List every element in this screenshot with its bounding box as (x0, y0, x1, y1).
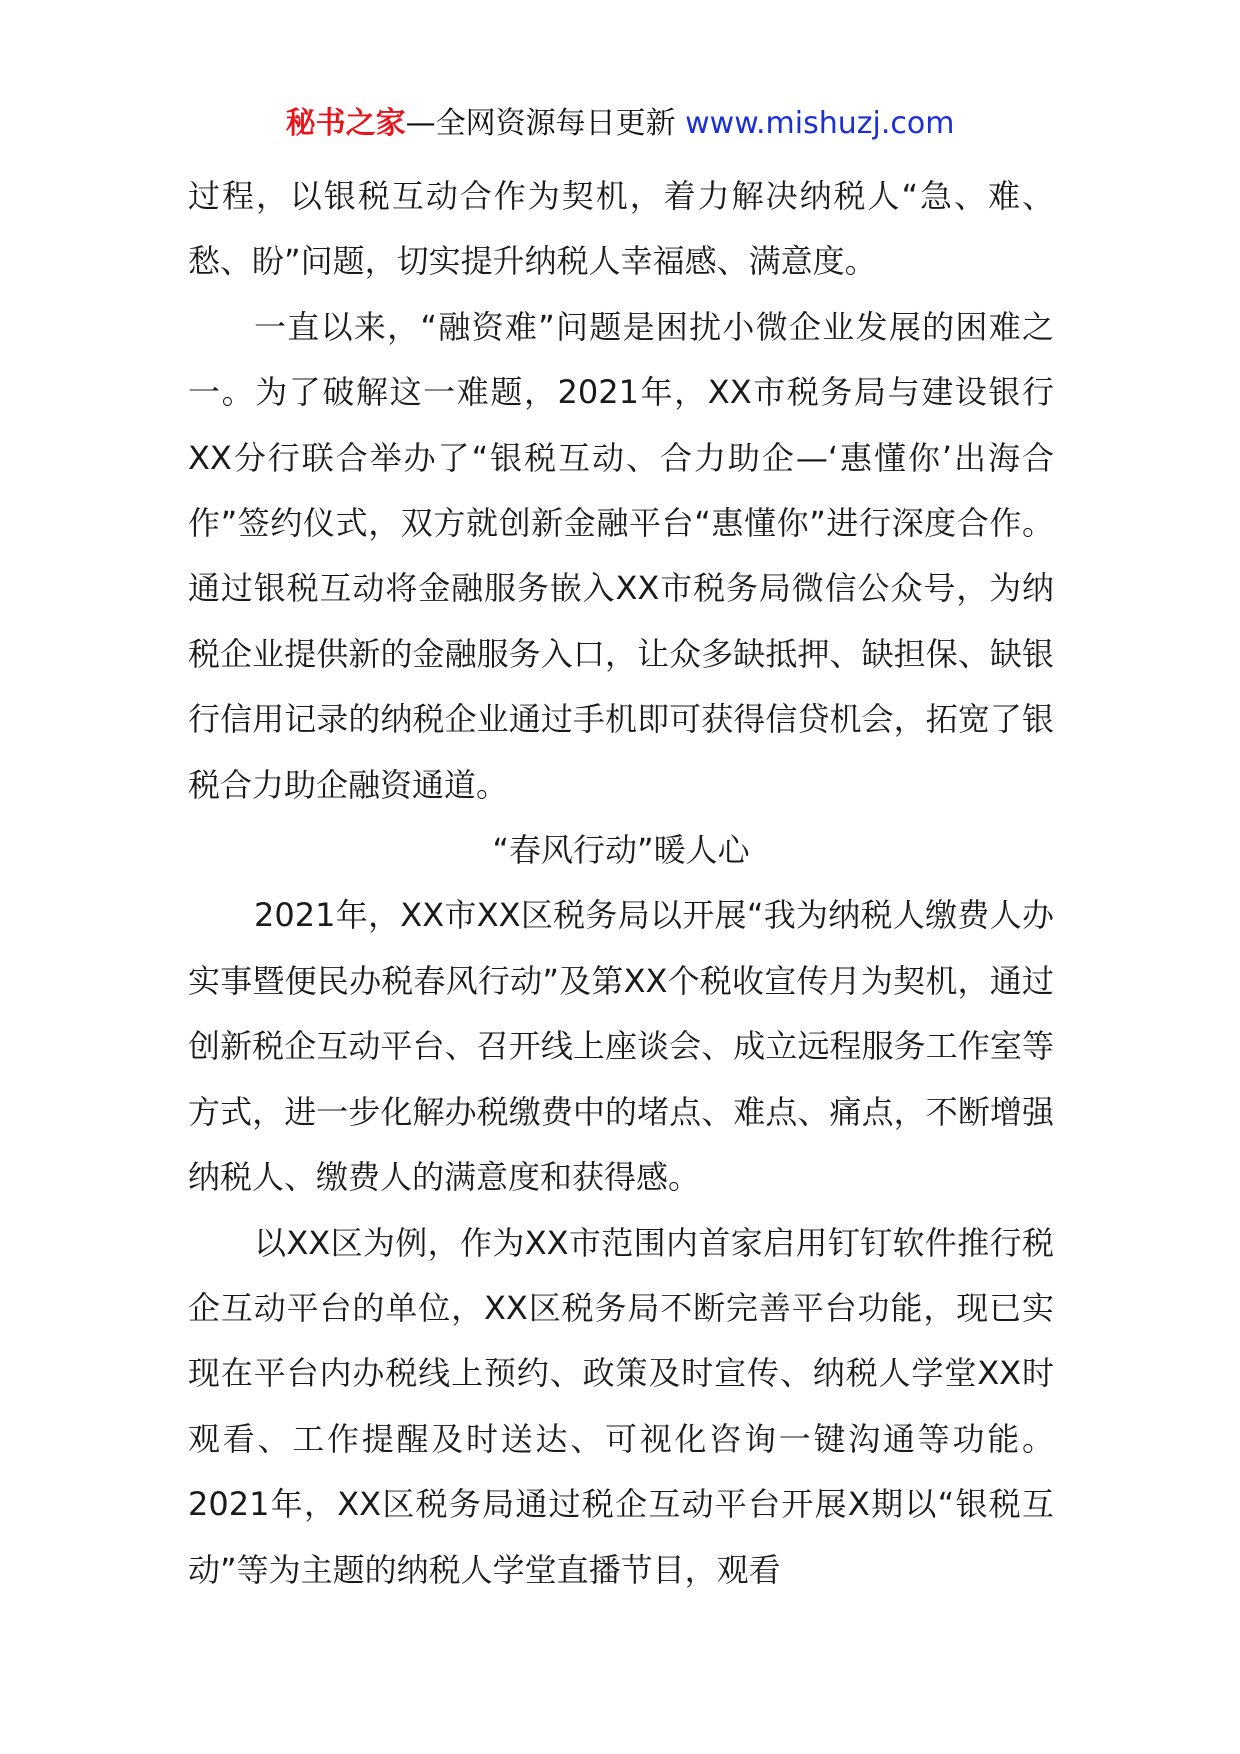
document-body (188, 164, 1054, 1603)
paragraph-continuation: 过程，以银税互动合作为契机，着力解决纳税人“急、难、愁、盼”问题，切实提升纳税人幸福感、满意度。 (188, 177, 1054, 281)
section-subheading: “春风行动”暖人心 (492, 831, 750, 870)
header-url-link[interactable]: www.mishuzj.com (685, 106, 955, 141)
paragraph-district-example: 以XX区为例，作为XX市范围内首家启用钉钉软件推行税企互动平台的单位，XX区税务局不断完善平台功能，现已实现在平台内办税线上预约、政策及时宣传、纳税人学堂XX时观看、工作提醒及时送达、可视化咨询一键沟通等功能。2021年，XX区税务局通过税企互动平台开展X期以“银税互动”等为主题的纳税人学堂直播节目，观看 (188, 1223, 1054, 1589)
header-brand: 秘书之家 (285, 106, 406, 141)
header-tagline: —全网资源每日更新 (405, 106, 686, 141)
paragraph-financing: 一直以来，“融资难”问题是困扰小微企业发展的困难之一。为了破解这一难题，2021年，XX市税务局与建设银行XX分行联合举办了“银税互动、合力助企—‘惠懂你’出海合作”签约仪式，双方就创新金融平台“惠懂你”进行深度合作。通过银税互动将金融服务嵌入XX市税务局微信公众号，为纳税企业提供新的金融服务入口，让众多缺抵押、缺担保、缺银行信用记录的纳税企业通过手机即可获得信贷机会，拓宽了银税合力助企融资通道。 (188, 307, 1054, 804)
site-header (0, 102, 1240, 146)
paragraph-spring-action: 2021年，XX市XX区税务局以开展“我为纳税人缴费人办实事暨便民办税春风行动”及第XX个税收宣传月为契机，通过创新税企互动平台、召开线上座谈会、成立远程服务工作室等方式，进一步化解办税缴费中的堵点、难点、痛点，不断增强纳税人、缴费人的满意度和获得感。 (188, 896, 1054, 1197)
